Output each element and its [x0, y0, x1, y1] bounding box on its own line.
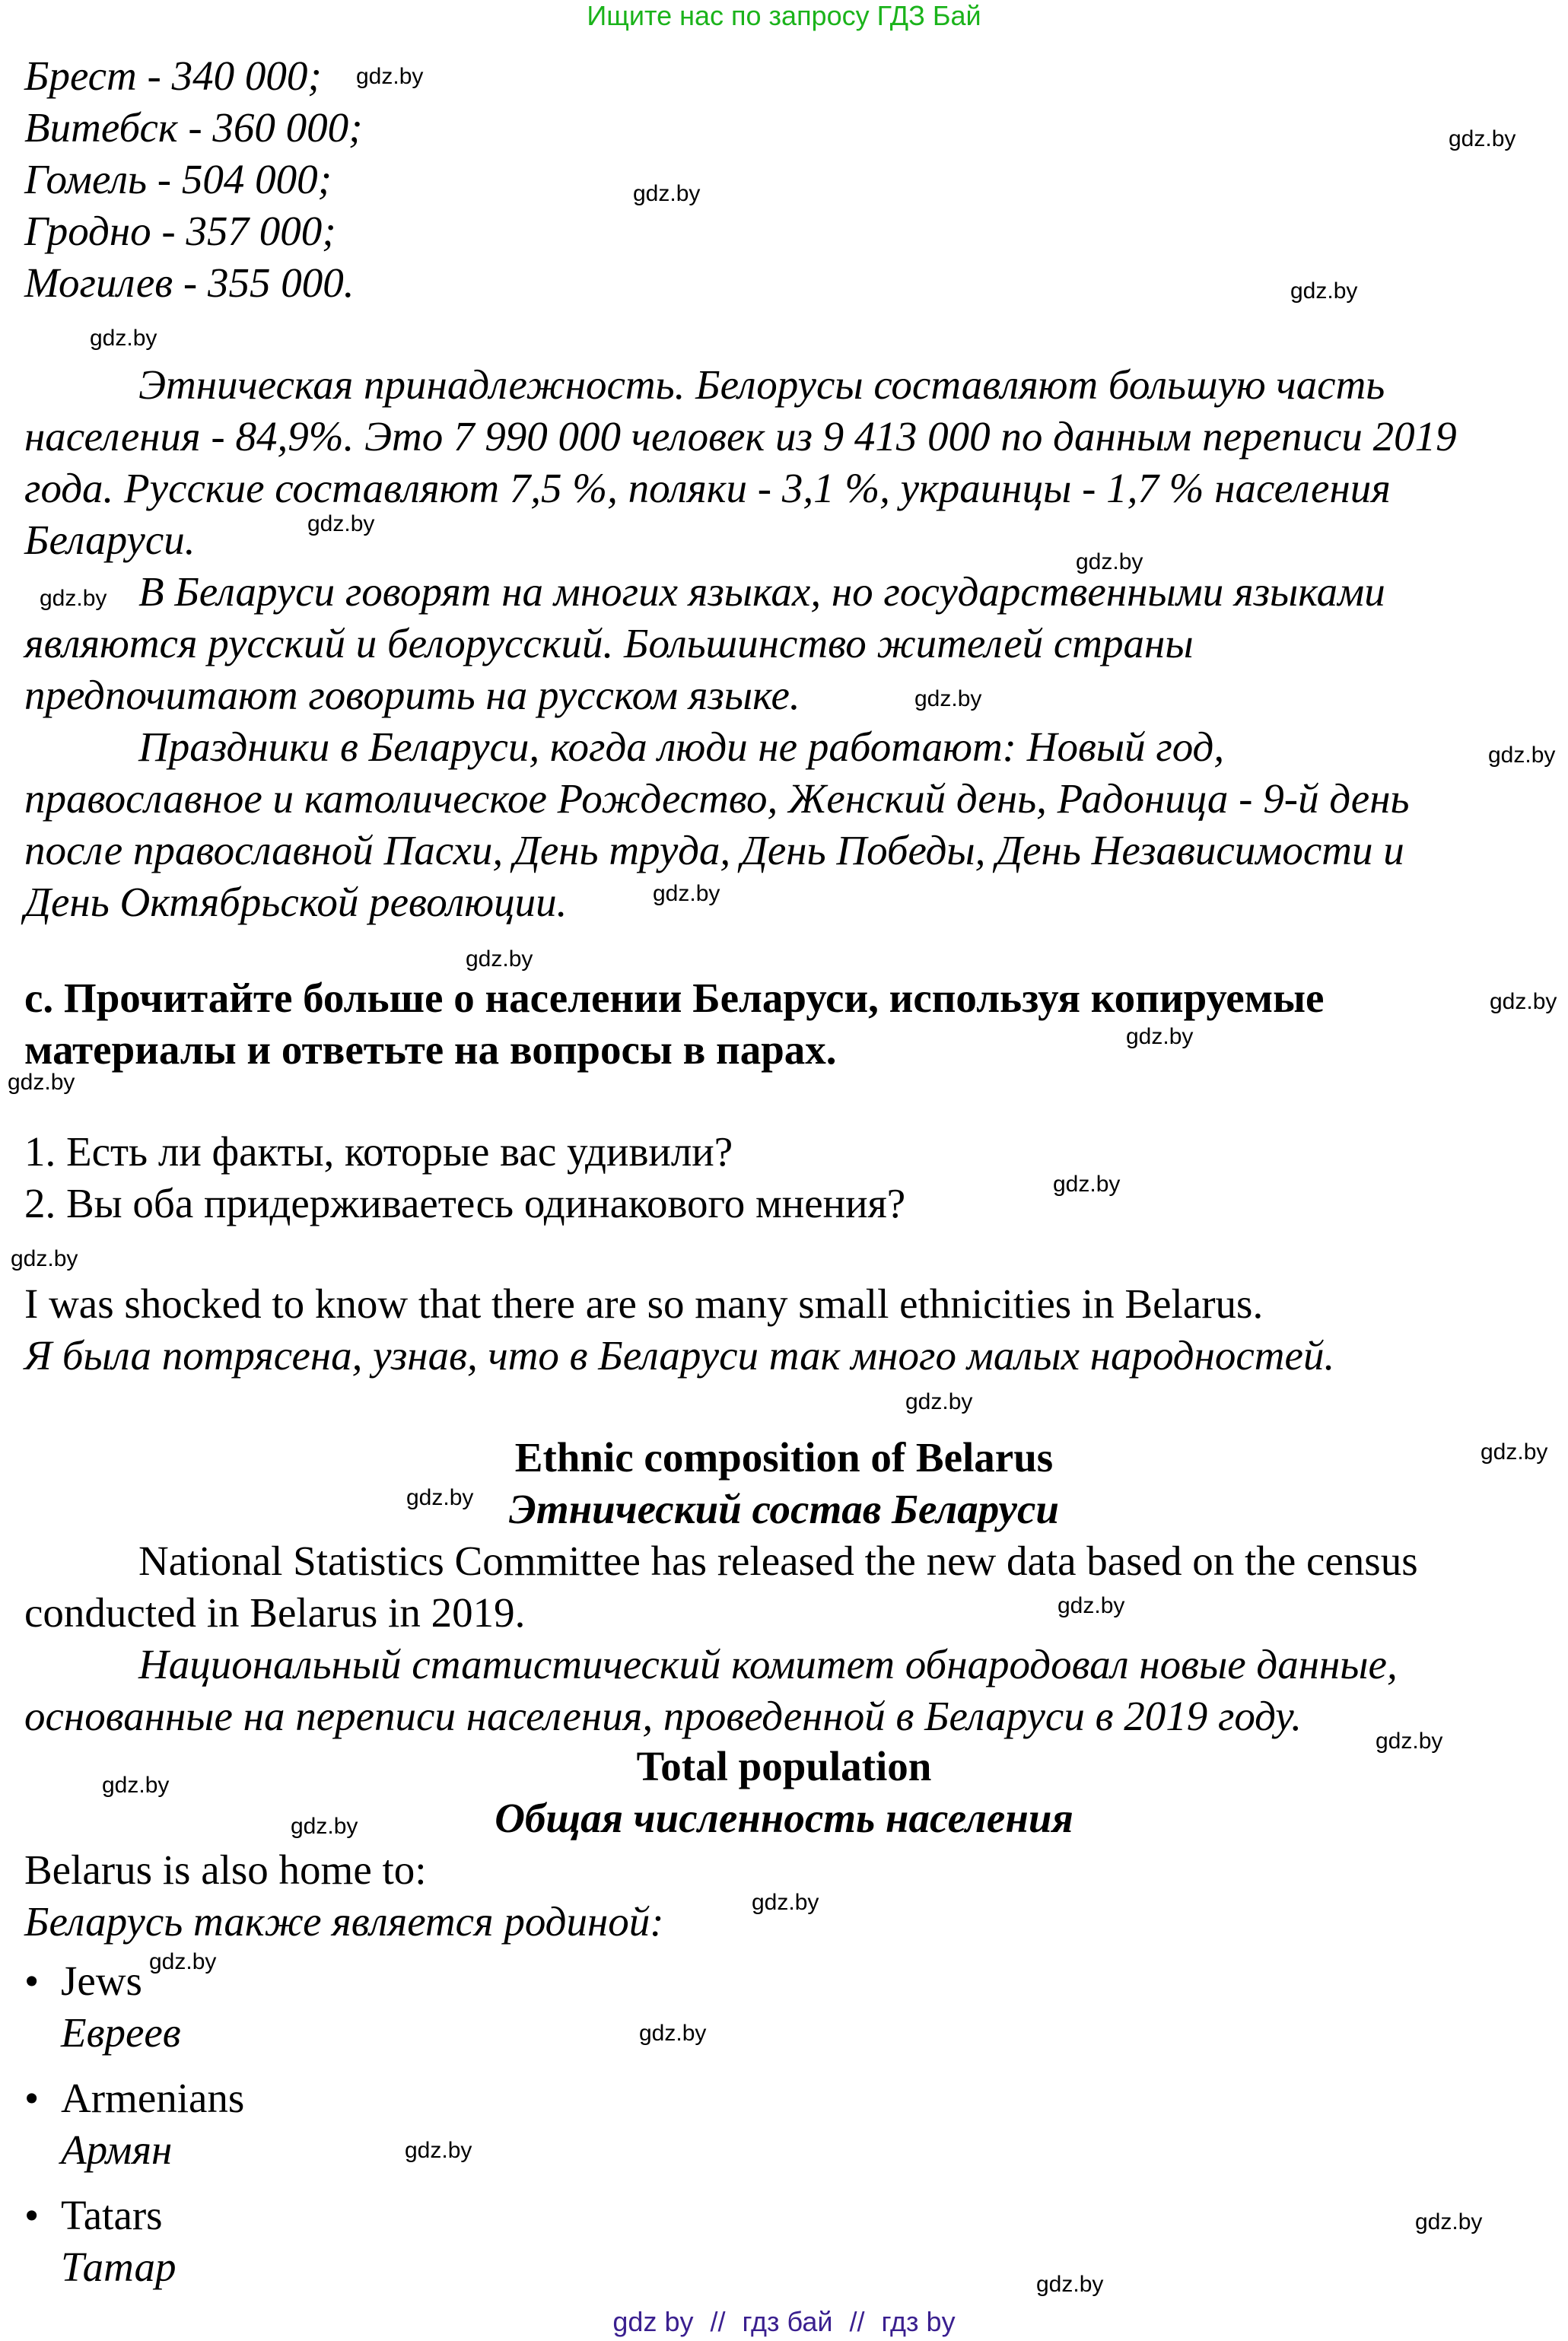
home-ru: Беларусь также является родиной: [24, 1898, 664, 1945]
watermark: gdz.by [11, 1246, 78, 1271]
list-item-armenians-en: Armenians [61, 2075, 245, 2121]
watermark: gdz.by [102, 1773, 170, 1798]
site-banner[interactable]: Ищите нас по запросу ГДЗ Бай [587, 0, 981, 31]
watermark: gdz.by [633, 181, 701, 206]
ethnic-line-4: Беларуси. [24, 517, 196, 563]
footer-links [0, 2305, 1568, 2339]
ethnic-line-1: Этническая принадлежность. Белорусы составляют большую часть [138, 361, 1385, 408]
task-c-line-1: c. Прочитайте больше о населении Беларуси, используя копируемые [24, 975, 1325, 1021]
article-para-en-2: conducted in Belarus in 2019. [24, 1589, 526, 1636]
bullet-marker: • [24, 2075, 40, 2121]
question-1: 1. Есть ли факты, которые вас удивили? [24, 1128, 733, 1175]
language-line-3: предпочитают говорить на русском языке. [24, 672, 800, 718]
footer-separator: // [849, 2306, 865, 2337]
article-para-ru-1: Национальный статистический комитет обнародовал новые данные, [138, 1641, 1398, 1687]
holidays-line-1: Праздники в Беларуси, когда люди не работают: Новый год, [138, 724, 1225, 770]
watermark: gdz.by [1058, 1593, 1125, 1618]
footer-separator: // [710, 2306, 726, 2337]
watermark: gdz.by [405, 2138, 472, 2163]
watermark: gdz.by [1449, 126, 1516, 151]
holidays-line-3: после православной Пасхи, День труда, День Победы, День Независимости и [24, 827, 1404, 873]
home-en: Belarus is also home to: [24, 1846, 427, 1893]
watermark: gdz.by [1126, 1024, 1194, 1049]
language-line-1: В Беларуси говорят на многих языках, но государственными языками [138, 568, 1385, 615]
watermark: gdz.by [639, 2021, 707, 2046]
list-item-armenians-ru: Армян [61, 2126, 173, 2173]
bullet-marker: • [24, 2192, 40, 2238]
watermark: gdz.by [1076, 549, 1143, 574]
holidays-line-4: День Октябрьской революции. [24, 879, 568, 925]
watermark: gdz.by [1490, 989, 1557, 1014]
city-brest: Брест - 340 000; [24, 52, 322, 99]
watermark: gdz.by [914, 686, 982, 711]
bullet-marker: • [24, 1958, 40, 2004]
question-2: 2. Вы оба придерживаетесь одинакового мнения? [24, 1180, 906, 1226]
watermark: gdz.by [466, 946, 533, 972]
footer-link-gdz-by[interactable]: gdz by [612, 2306, 694, 2337]
city-gomel: Гомель - 504 000; [24, 156, 332, 202]
answer-ru: Я была потрясена, узнав, что в Беларуси так много малых народностей. [24, 1332, 1335, 1379]
watermark: gdz.by [905, 1389, 973, 1414]
answer-en: I was shocked to know that there are so many small ethnicities in Belarus. [24, 1280, 1264, 1327]
watermark: gdz.by [406, 1485, 474, 1510]
language-line-2: являются русский и белорусский. Большинство жителей страны [24, 620, 1194, 666]
subtitle-en: Total population [636, 1743, 932, 1789]
watermark: gdz.by [653, 881, 720, 906]
list-item-tatars-ru: Татар [61, 2244, 177, 2290]
footer-link-gdz-bai[interactable]: гдз бай [742, 2306, 833, 2337]
watermark: gdz.by [90, 326, 157, 351]
city-grodno: Гродно - 357 000; [24, 208, 336, 254]
watermark: gdz.by [1415, 2209, 1483, 2234]
article-title-ru: Этнический состав Беларуси [509, 1486, 1059, 1532]
ethnic-line-2: населения - 84,9%. Это 7 990 000 человек из 9 413 000 по данным переписи 2019 [24, 413, 1457, 460]
task-c-line-2: материалы и ответьте на вопросы в парах. [24, 1026, 837, 1073]
watermark: gdz.by [752, 1890, 819, 1915]
list-item-jews-ru: Евреев [61, 2009, 181, 2056]
subtitle-ru: Общая численность населения [495, 1795, 1073, 1841]
list-item-tatars-en: Tatars [61, 2192, 163, 2238]
article-para-ru-2: основанные на переписи населения, проведенной в Беларуси в 2019 году. [24, 1693, 1302, 1739]
ethnic-line-3: года. Русские составляют 7,5 %, поляки - 3,1 %, украинцы - 1,7 % населения [24, 465, 1391, 511]
watermark: gdz.by [40, 586, 107, 611]
watermark: gdz.by [356, 64, 424, 89]
watermark: gdz.by [1053, 1172, 1121, 1197]
city-mogilev: Могилев - 355 000. [24, 259, 355, 306]
article-para-en-1: National Statistics Committee has released the new data based on the census [138, 1538, 1418, 1584]
holidays-line-2: православное и католическое Рождество, Женский день, Радоница - 9-й день [24, 775, 1410, 822]
watermark: gdz.by [8, 1070, 75, 1095]
watermark: gdz.by [307, 511, 375, 536]
watermark: gdz.by [1036, 2272, 1104, 2297]
watermark: gdz.by [291, 1814, 358, 1839]
watermark: gdz.by [1481, 1439, 1548, 1465]
footer-link-gdz-by-ru[interactable]: гдз by [881, 2306, 956, 2337]
watermark: gdz.by [1290, 278, 1358, 304]
list-item-jews-en: Jews [61, 1958, 142, 2004]
watermark: gdz.by [149, 1949, 217, 1974]
article-title-en: Ethnic composition of Belarus [514, 1434, 1054, 1481]
watermark: gdz.by [1376, 1729, 1443, 1754]
city-vitebsk: Витебск - 360 000; [24, 104, 363, 151]
watermark: gdz.by [1488, 743, 1556, 768]
